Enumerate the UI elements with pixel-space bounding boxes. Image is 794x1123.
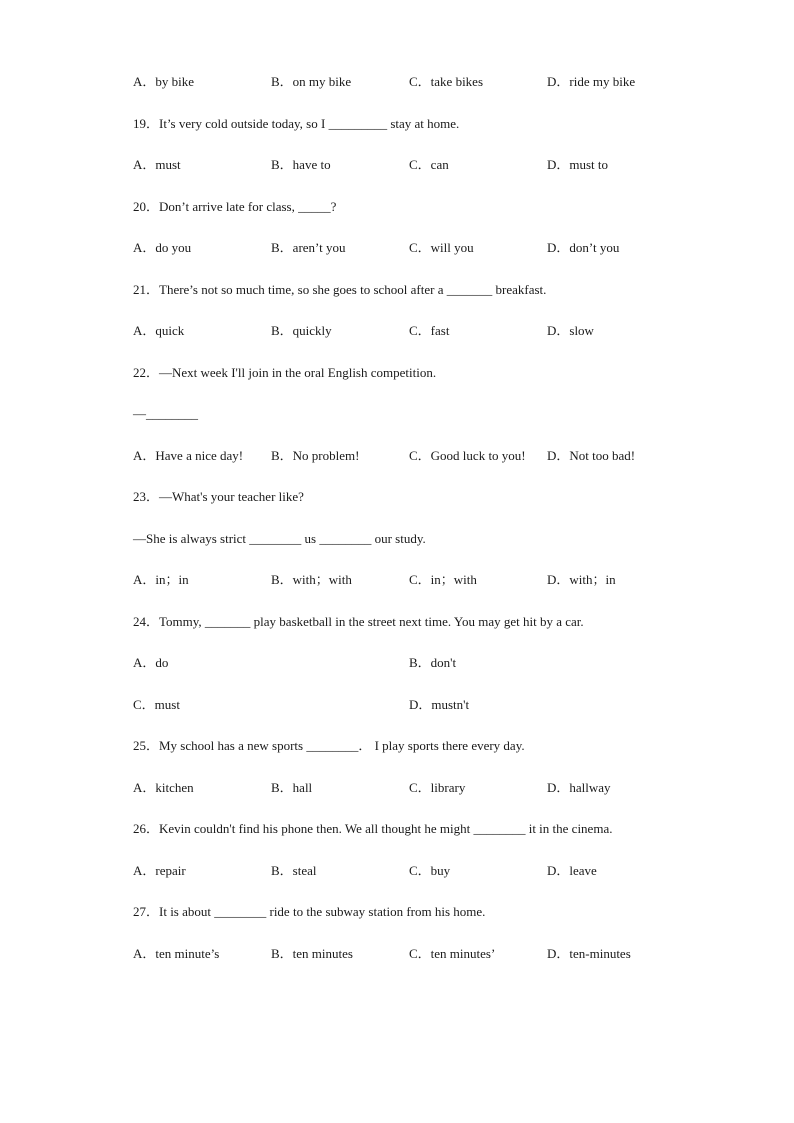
answer-option[interactable]: C．fast <box>409 323 450 338</box>
answer-option[interactable]: D．slow <box>547 323 594 338</box>
answer-option[interactable]: C．take bikes <box>409 74 484 89</box>
question-text: 21．There’s not so much time, so she goes to school after a _______ breakfast. <box>133 282 547 297</box>
question-text: —________ <box>133 406 198 421</box>
answer-option[interactable]: D．Not too bad! <box>547 448 636 463</box>
answer-option[interactable]: D．ten-minutes <box>547 946 631 961</box>
question-text: 24．Tommy, _______ play basketball in the street next time. You may get hit by a car. <box>133 614 584 629</box>
answer-option[interactable]: C．buy <box>409 863 451 878</box>
answer-option[interactable]: A．must <box>133 157 181 172</box>
answer-option[interactable]: D．ride my bike <box>547 74 636 89</box>
question-text: 26．Kevin couldn't find his phone then. We all thought he might ________ it in the cinema. <box>133 821 613 836</box>
answer-option[interactable]: D．must to <box>547 157 609 172</box>
answer-option[interactable]: C．Good luck to you! <box>409 448 526 463</box>
answer-option[interactable]: A．ten minute’s <box>133 946 220 961</box>
answer-option[interactable]: B．No problem! <box>271 448 360 463</box>
answer-option[interactable]: C．ten minutes’ <box>409 946 496 961</box>
answer-option[interactable]: B．on my bike <box>271 74 352 89</box>
answer-option[interactable]: A．by bike <box>133 74 195 89</box>
answer-option[interactable]: A．do <box>133 655 169 670</box>
answer-option[interactable]: A．quick <box>133 323 185 338</box>
answer-option[interactable]: A．do you <box>133 240 192 255</box>
question-text: 19．It’s very cold outside today, so I _________ stay at home. <box>133 116 460 131</box>
answer-option[interactable]: C．can <box>409 157 449 172</box>
answer-option[interactable]: D．with；in <box>547 572 616 587</box>
question-text: 23．—What's your teacher like? <box>133 489 304 504</box>
answer-option[interactable]: A．Have a nice day! <box>133 448 244 463</box>
answer-option[interactable]: A．in；in <box>133 572 189 587</box>
answer-option[interactable]: B．ten minutes <box>271 946 353 961</box>
answer-option[interactable]: C．must <box>133 697 180 712</box>
answer-option[interactable]: C．will you <box>409 240 474 255</box>
question-text: 25．My school has a new sports ________． I play sports there every day. <box>133 738 525 753</box>
answer-option[interactable]: D．hallway <box>547 780 611 795</box>
answer-option[interactable]: A．repair <box>133 863 186 878</box>
question-text: 27．It is about ________ ride to the subway station from his home. <box>133 904 486 919</box>
answer-option[interactable]: D．don’t you <box>547 240 620 255</box>
answer-option[interactable]: D．mustn't <box>409 697 470 712</box>
answer-option[interactable]: B．with；with <box>271 572 352 587</box>
answer-option[interactable]: B．don't <box>409 655 457 670</box>
answer-option[interactable]: B．hall <box>271 780 313 795</box>
answer-option[interactable]: B．aren’t you <box>271 240 346 255</box>
question-text: 22．—Next week I'll join in the oral English competition. <box>133 365 437 380</box>
question-text: 20．Don’t arrive late for class, _____? <box>133 199 337 214</box>
answer-option[interactable]: C．library <box>409 780 466 795</box>
answer-option[interactable]: B．steal <box>271 863 317 878</box>
answer-option[interactable]: B．quickly <box>271 323 332 338</box>
answer-option[interactable]: A．kitchen <box>133 780 194 795</box>
answer-option[interactable]: B．have to <box>271 157 331 172</box>
answer-option[interactable]: C．in；with <box>409 572 477 587</box>
answer-option[interactable]: D．leave <box>547 863 597 878</box>
question-text: —She is always strict ________ us ________ our study. <box>133 531 426 546</box>
